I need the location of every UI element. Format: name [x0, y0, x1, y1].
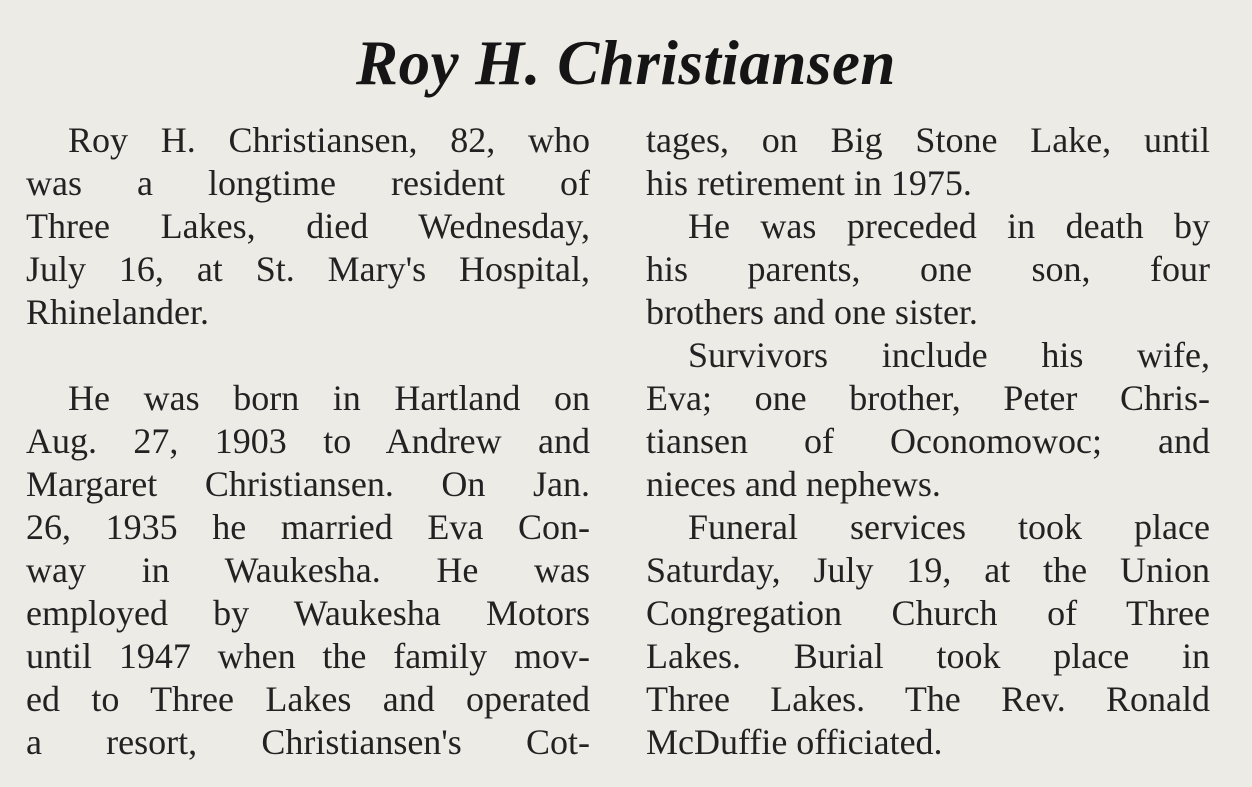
- paragraph-retirement: [646, 119, 1210, 205]
- text-line: He was preceded in death by: [688, 206, 1210, 246]
- text-line: 26, 1935 he married Eva Con-: [26, 507, 590, 547]
- text-line: July 16, at St. Mary's Hospital,: [26, 249, 590, 289]
- paragraph-death-notice: [26, 119, 590, 334]
- text-line: Congregation Church of Three: [646, 593, 1210, 633]
- text-line: Margaret Christiansen. On Jan.: [26, 464, 590, 504]
- text-line: Survivors include his wife,: [688, 335, 1210, 375]
- text-line: his retirement in 1975.: [646, 163, 972, 203]
- text-line: Aug. 27, 1903 to Andrew and: [26, 421, 590, 461]
- text-line: Funeral services took place: [688, 507, 1210, 547]
- paragraph-gap: [26, 334, 590, 377]
- text-line: Rhinelander.: [26, 292, 209, 332]
- text-line: Lakes. Burial took place in: [646, 636, 1210, 676]
- paragraph-funeral-services: [646, 506, 1210, 764]
- text-line: brothers and one sister.: [646, 292, 978, 332]
- paragraph-preceded-in-death: [646, 205, 1210, 334]
- text-line: nieces and nephews.: [646, 464, 941, 504]
- text-line: He was born in Hartland on: [68, 378, 590, 418]
- text-line: employed by Waukesha Motors: [26, 593, 590, 633]
- text-line: ed to Three Lakes and operated: [26, 679, 590, 719]
- text-line: McDuffie officiated.: [646, 722, 943, 762]
- text-line: tages, on Big Stone Lake, until: [646, 120, 1210, 160]
- text-line: Saturday, July 19, at the Union: [646, 550, 1210, 590]
- text-line: a resort, Christiansen's Cot-: [26, 722, 590, 762]
- paragraph-survivors: [646, 334, 1210, 506]
- text-line: Roy H. Christiansen, 82, who: [68, 120, 590, 160]
- headline: Roy H. Christiansen: [356, 28, 896, 98]
- text-line: tiansen of Oconomowoc; and: [646, 421, 1210, 461]
- right-column: [646, 119, 1210, 764]
- text-line: Three Lakes. The Rev. Ronald: [646, 679, 1210, 719]
- text-line: until 1947 when the family mov-: [26, 636, 590, 676]
- text-line: Eva; one brother, Peter Chris-: [646, 378, 1210, 418]
- text-line: his parents, one son, four: [646, 249, 1210, 289]
- text-line: was a longtime resident of: [26, 163, 590, 203]
- text-line: Three Lakes, died Wednesday,: [26, 206, 590, 246]
- text-line: way in Waukesha. He was: [26, 550, 590, 590]
- paragraph-biography: [26, 377, 590, 764]
- left-column: [26, 119, 590, 764]
